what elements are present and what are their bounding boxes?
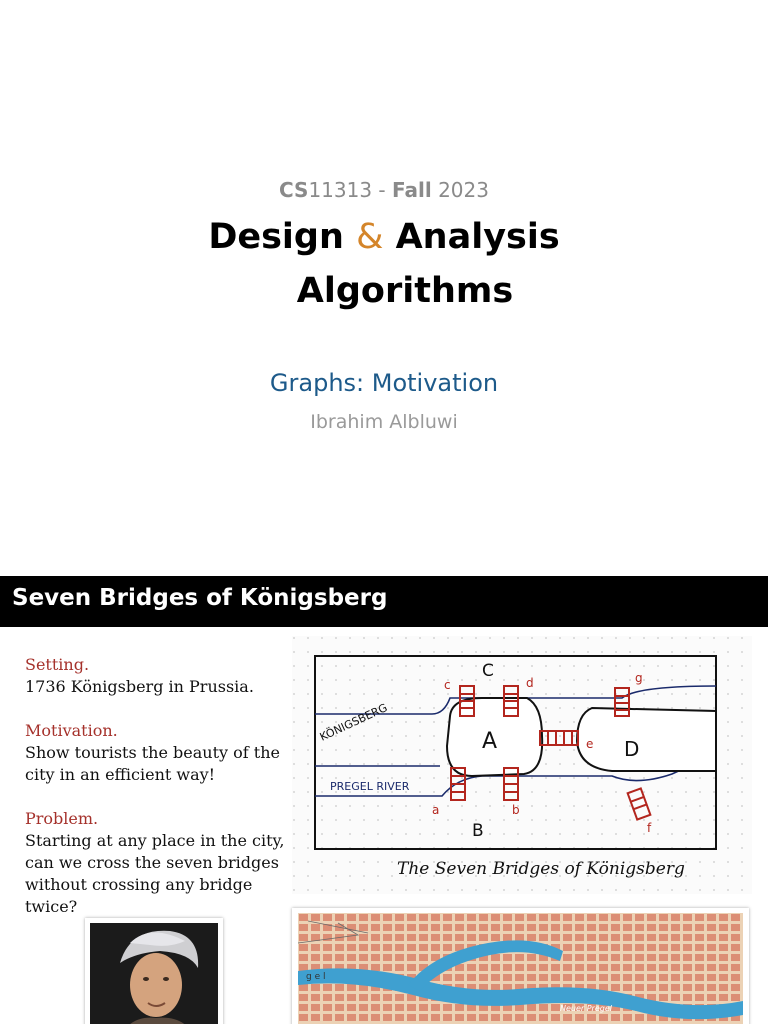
- map-left-label: g e l: [306, 972, 326, 982]
- bridge-label-c: c: [444, 678, 451, 692]
- course-title-line2: Algorithms: [296, 271, 514, 311]
- bridge-label-g: g: [635, 671, 643, 685]
- sketch-caption: The Seven Bridges of Königsberg: [397, 859, 685, 879]
- bridges-sketch: [292, 636, 752, 894]
- land-d: [577, 708, 716, 771]
- konigsberg-map: [298, 913, 743, 1024]
- konigsberg-map-frame: [292, 908, 749, 1024]
- land-label-b: B: [472, 821, 484, 841]
- setting-label: Setting.: [25, 655, 90, 674]
- lecture-subtitle: Graphs: Motivation: [269, 369, 499, 397]
- slide-title: Seven Bridges of Königsberg: [12, 585, 388, 611]
- bridge-label-b: b: [512, 803, 520, 817]
- map-river-label: Neuer Pregel: [560, 1004, 612, 1013]
- course-title-line1: Design & Analysis: [208, 217, 560, 257]
- land-label-c: C: [482, 661, 494, 681]
- motivation-label: Motivation.: [25, 721, 118, 740]
- setting-text: 1736 Königsberg in Prussia.: [25, 677, 254, 696]
- problem-text: Starting at any place in the city, can we cross the seven bridges without crossing any bridge twice?: [25, 831, 285, 916]
- motivation-text: Show tourists the beauty of the city in an efficient way!: [25, 743, 280, 784]
- bridge-label-d: d: [526, 676, 534, 690]
- problem-description: [25, 654, 290, 918]
- land-label-d: D: [624, 737, 640, 761]
- bridge-label-a: a: [432, 803, 440, 817]
- course-code: CS11313 - Fall 2023: [279, 178, 489, 202]
- author-name: Ibrahim Albluwi: [310, 411, 458, 433]
- city-label: KÖNIGSBERG: [317, 701, 390, 744]
- euler-portrait: [90, 923, 218, 1024]
- land-label-a: A: [482, 729, 498, 754]
- euler-portrait-frame: [85, 918, 223, 1024]
- slide-header-bar: [0, 576, 768, 627]
- river-label: PREGEL RIVER: [330, 780, 410, 793]
- content-slide: [0, 576, 768, 1024]
- bridge-label-e: e: [586, 737, 594, 751]
- bridge-label-f: f: [647, 821, 652, 835]
- problem-label: Problem.: [25, 809, 99, 828]
- bridges-sketch-drawing: [292, 636, 752, 894]
